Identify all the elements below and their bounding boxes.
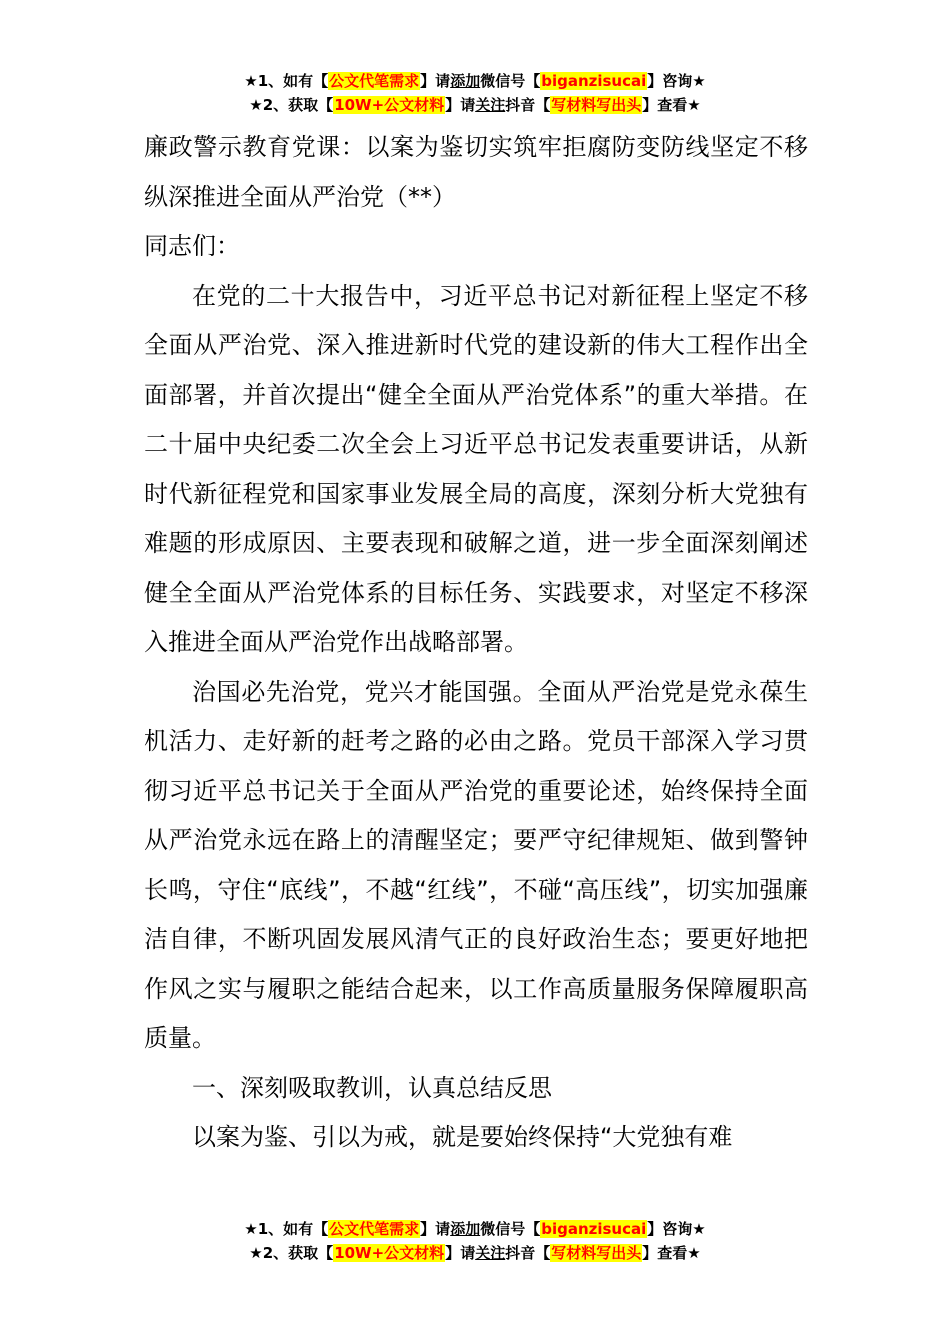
- promo-line-1: ★1、如有【公文代笔需求】请添加微信号【biganzisucai】咨询★: [244, 72, 706, 90]
- document-body: [144, 123, 808, 1163]
- highlight-wechat-id: biganzisucai: [541, 1220, 647, 1238]
- paragraph-2: 治国必先治党，党兴才能国强。全面从严治党是党永葆生机活力、走好新的赶考之路的必由之路。党员干部深入学习贯彻习近平总书记关于全面从严治党的重要论述，始终保持全面从严治党永远在路上的清醒坚定；要严守纪律规矩、做到警钟长鸣，守住“底线”，不越“红线”，不碰“高压线”，切实加强廉洁自律，不断巩固发展风清气正的良好政治生态；要更好地把作风之实与履职之能结合起来，以工作高质量服务保障履职高质量。: [144, 677, 808, 1052]
- section-1-paragraph-start: 以案为鉴、引以为戒，就是要始终保持“大党独有难: [192, 1123, 733, 1151]
- promo-line-2: ★2、获取【10W+公文材料】请关注抖音【写材料写出头】查看★: [249, 1244, 701, 1262]
- highlight-wechat-id: biganzisucai: [541, 72, 647, 90]
- highlight-service: 公文代笔需求: [329, 72, 420, 90]
- document-title: 廉政警示教育党课：以案为鉴切实筑牢拒腐防变防线坚定不移纵深推进全面从严治党（**）: [144, 133, 808, 211]
- highlight-douyin-account: 写材料写出头: [551, 96, 642, 114]
- highlight-materials: 10W+公文材料: [334, 96, 445, 114]
- promo-line-2: ★2、获取【10W+公文材料】请关注抖音【写材料写出头】查看★: [249, 96, 701, 114]
- promo-banner-top: [0, 69, 950, 117]
- salutation: 同志们：: [144, 232, 240, 260]
- highlight-douyin-account: 写材料写出头: [551, 1244, 642, 1262]
- highlight-materials: 10W+公文材料: [334, 1244, 445, 1262]
- highlight-service: 公文代笔需求: [329, 1220, 420, 1238]
- section-heading-1: 一、深刻吸取教训，认真总结反思: [192, 1073, 552, 1102]
- promo-line-1: ★1、如有【公文代笔需求】请添加微信号【biganzisucai】咨询★: [244, 1220, 706, 1238]
- paragraph-1: 在党的二十大报告中，习近平总书记对新征程上坚定不移全面从严治党、深入推进新时代党的建设新的伟大工程作出全面部署，并首次提出“健全全面从严治党体系”的重大举措。在二十届中央纪委二次全会上习近平总书记发表重要讲话，从新时代新征程党和国家事业发展全局的高度，深刻分析大党独有难题的形成原因、主要表现和破解之道，进一步全面深刻阐述健全全面从严治党体系的目标任务、实践要求，对坚定不移深入推进全面从严治党作出战略部署。: [144, 281, 808, 656]
- promo-banner-bottom: [0, 1217, 950, 1265]
